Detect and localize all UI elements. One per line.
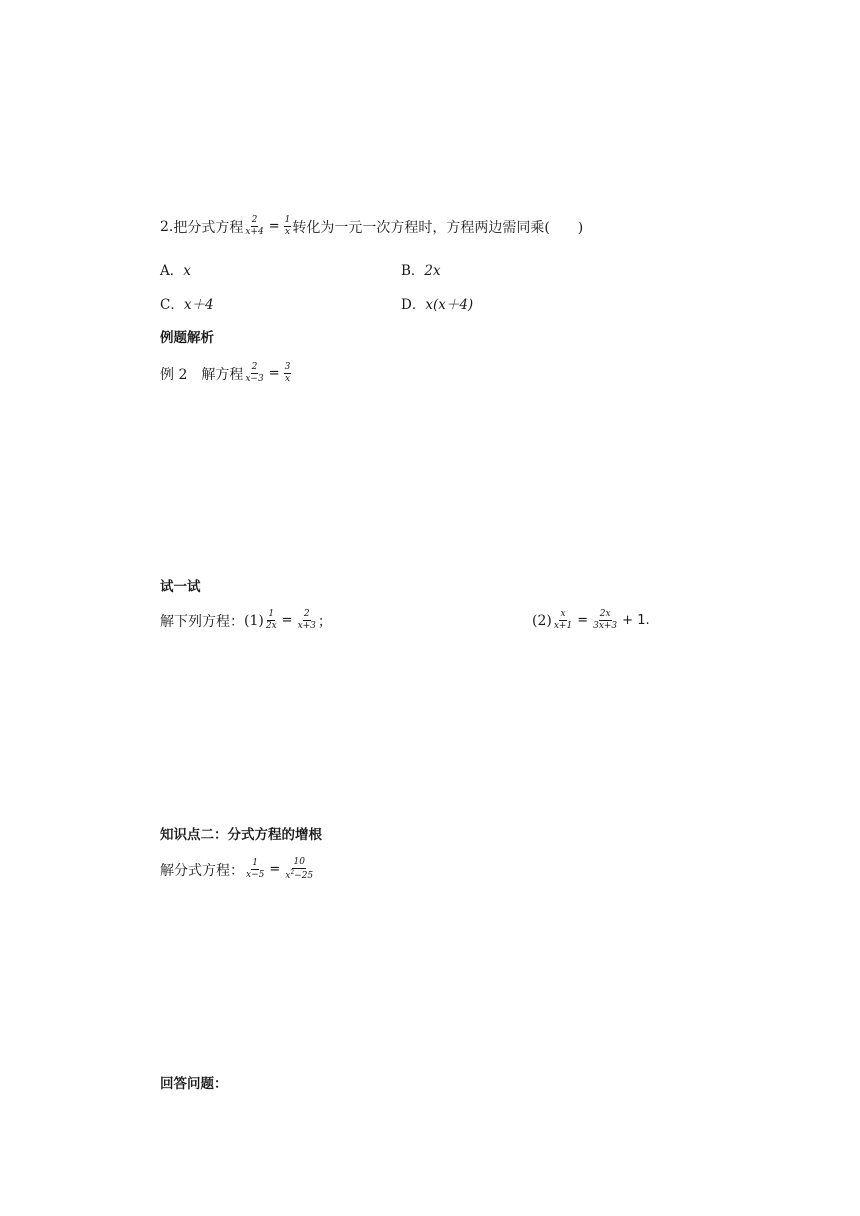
question-2 (160, 216, 583, 237)
fraction-lhs (265, 610, 278, 631)
fraction-rhs (592, 610, 618, 631)
section-heading-answer: 回答问题： (160, 1076, 228, 1092)
knowledge-2-equation (160, 858, 315, 881)
fraction-numerator: 1 (268, 609, 275, 619)
equals-sign: = (268, 219, 280, 234)
option-a (160, 259, 191, 279)
fraction-lhs (245, 859, 265, 880)
fraction-rhs (284, 216, 292, 237)
fraction-numerator: 1 (252, 858, 259, 868)
fraction-lhs (244, 363, 264, 384)
try-problem-1 (160, 610, 332, 631)
fraction-numerator: 10 (293, 857, 305, 867)
example-2 (160, 363, 292, 384)
fraction-denominator: x (284, 227, 291, 237)
fraction-numerator: 2 (303, 609, 310, 619)
section-heading-try: 试一试 (160, 579, 201, 595)
fraction-numerator: 1 (284, 215, 291, 225)
equals-sign: = (281, 613, 293, 628)
fraction-denominator: x−3 (245, 374, 264, 384)
example-label: 例 2 解方程 (160, 366, 244, 383)
fraction-rhs (284, 858, 314, 881)
equals-sign: = (269, 862, 281, 877)
option-c (160, 293, 214, 313)
fraction-numerator: x (560, 609, 566, 619)
option-text: x (183, 263, 191, 279)
fraction-numerator: 2x (599, 609, 611, 619)
problem-end: ； (317, 613, 332, 630)
fraction-rhs (284, 363, 292, 384)
question-number: 2. (160, 218, 174, 235)
question-text-prefix: 把分式方程 (173, 219, 244, 236)
fraction-denominator: x (284, 374, 291, 384)
problem-label: (1) (244, 612, 264, 629)
fraction-lhs (244, 216, 264, 237)
equals-sign: = (268, 366, 280, 381)
equals-sign: = (577, 613, 589, 628)
option-d (401, 293, 473, 313)
try-prefix: 解下列方程： (160, 613, 244, 630)
equation-prefix: 解分式方程： (160, 862, 244, 879)
denominator-base: x (285, 871, 291, 881)
question-text-suffix: 转化为一元一次方程时，方程两边需同乘( ) (292, 219, 584, 236)
problem-label: (2) (532, 612, 552, 629)
fraction-numerator: 2 (251, 215, 258, 225)
fraction-lhs (553, 610, 573, 631)
option-text: x(x＋4) (425, 297, 474, 313)
fraction-denominator: x−5 (246, 870, 265, 880)
section-heading-knowledge-2: 知识点二：分式方程的增根 (160, 827, 322, 843)
option-label: B． (401, 263, 425, 279)
option-label: D． (401, 297, 426, 313)
fraction-denominator: 2x (265, 621, 277, 631)
option-text: 2x (424, 263, 441, 279)
fraction-denominator: x+4 (245, 227, 264, 237)
fraction-numerator: 2 (251, 362, 258, 372)
fraction-denominator (284, 869, 314, 881)
option-text: x＋4 (183, 297, 214, 313)
fraction-denominator: x+3 (297, 621, 316, 631)
denominator-exponent: 2 (290, 869, 295, 876)
option-label: A． (160, 263, 184, 279)
section-heading-example: 例题解析 (160, 330, 214, 346)
denominator-rest: −25 (294, 871, 314, 881)
option-label: C． (160, 297, 184, 313)
fraction-numerator: 3 (284, 362, 291, 372)
option-b (401, 259, 441, 279)
fraction-denominator: x+1 (553, 621, 573, 631)
try-problem-2 (532, 610, 653, 631)
fraction-rhs (297, 610, 317, 631)
problem-end: + 1. (622, 613, 650, 628)
fraction-denominator: 3x+3 (593, 621, 618, 631)
